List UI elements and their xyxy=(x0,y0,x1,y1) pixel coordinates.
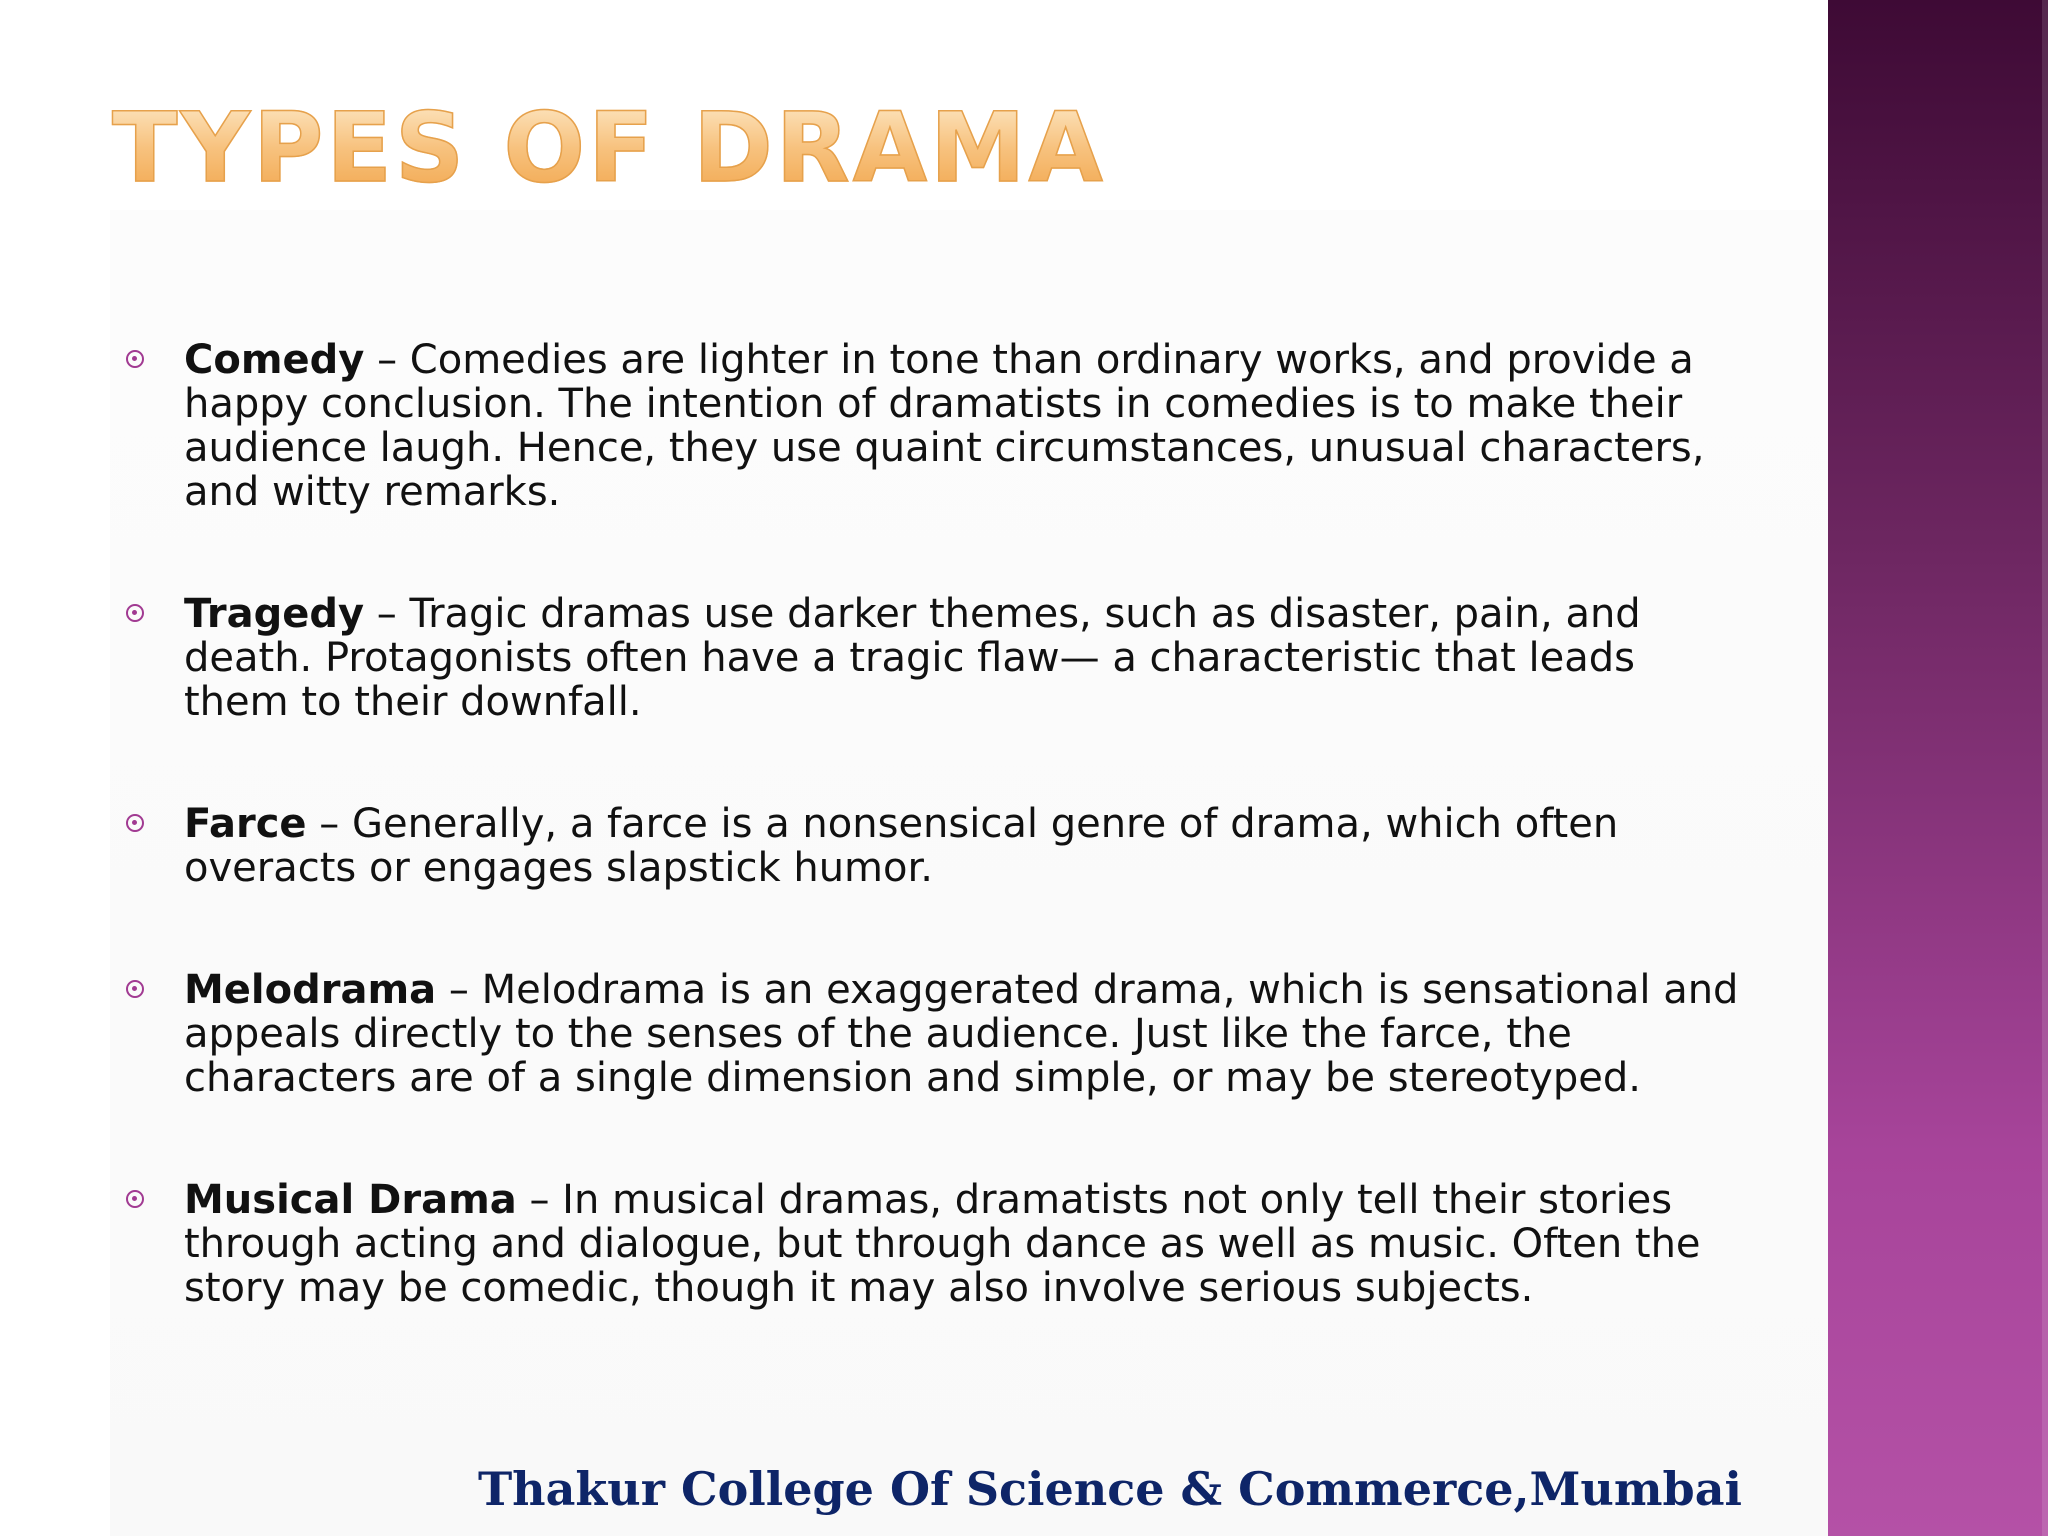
bullet-item-melodrama xyxy=(124,968,1744,1100)
bullet-text: – Generally, a farce is a nonsensical genre of drama, which often overacts or engages slapstick humor. xyxy=(184,801,1619,891)
bullet-text: – Comedies are lighter in tone than ordinary works, and provide a happy conclusion. The intention of dramatists in comedies is to make their audience laugh. Hence, they use quaint circumstances, unusual characters, and witty remarks. xyxy=(184,337,1705,515)
bullet-term: Tragedy xyxy=(184,591,365,637)
circled-dot-bullet-icon xyxy=(126,604,144,622)
bullet-text: – Tragic dramas use darker themes, such as disaster, pain, and death. Protagonists often have a tragic flaw— a characteristic that leads them to their downfall. xyxy=(184,591,1641,725)
bullet-item-musical-drama xyxy=(124,1178,1744,1310)
bullet-item-farce xyxy=(124,802,1744,890)
bullet-item-comedy xyxy=(124,338,1744,514)
bullet-term: Comedy xyxy=(184,337,365,383)
bullet-term: Farce xyxy=(184,801,307,847)
side-band-edge xyxy=(2042,0,2048,1536)
decorative-side-band xyxy=(1828,0,2048,1536)
circled-dot-bullet-icon xyxy=(126,350,144,368)
bullet-item-tragedy xyxy=(124,592,1744,724)
bullet-term: Musical Drama xyxy=(184,1177,517,1223)
bullet-text: – Melodrama is an exaggerated drama, which is sensational and appeals directly to the senses of the audience. Just like the farce, the characters are of a single dimension and simple, or may be stereotyped. xyxy=(184,967,1739,1101)
circled-dot-bullet-icon xyxy=(126,980,144,998)
slide-title: TYPES OF DRAMA xyxy=(112,92,1106,204)
circled-dot-bullet-icon xyxy=(126,1190,144,1208)
footer-institution: Thakur College Of Science & Commerce,Mumbai xyxy=(477,1462,1742,1516)
bullet-text: – In musical dramas, dramatists not only tell their stories through acting and dialogue, but through dance as well as music. Often the story may be comedic, though it may also involve serious subjects. xyxy=(184,1177,1701,1311)
bullet-term: Melodrama xyxy=(184,967,437,1013)
bullet-list xyxy=(124,338,1744,1310)
circled-dot-bullet-icon xyxy=(126,814,144,832)
